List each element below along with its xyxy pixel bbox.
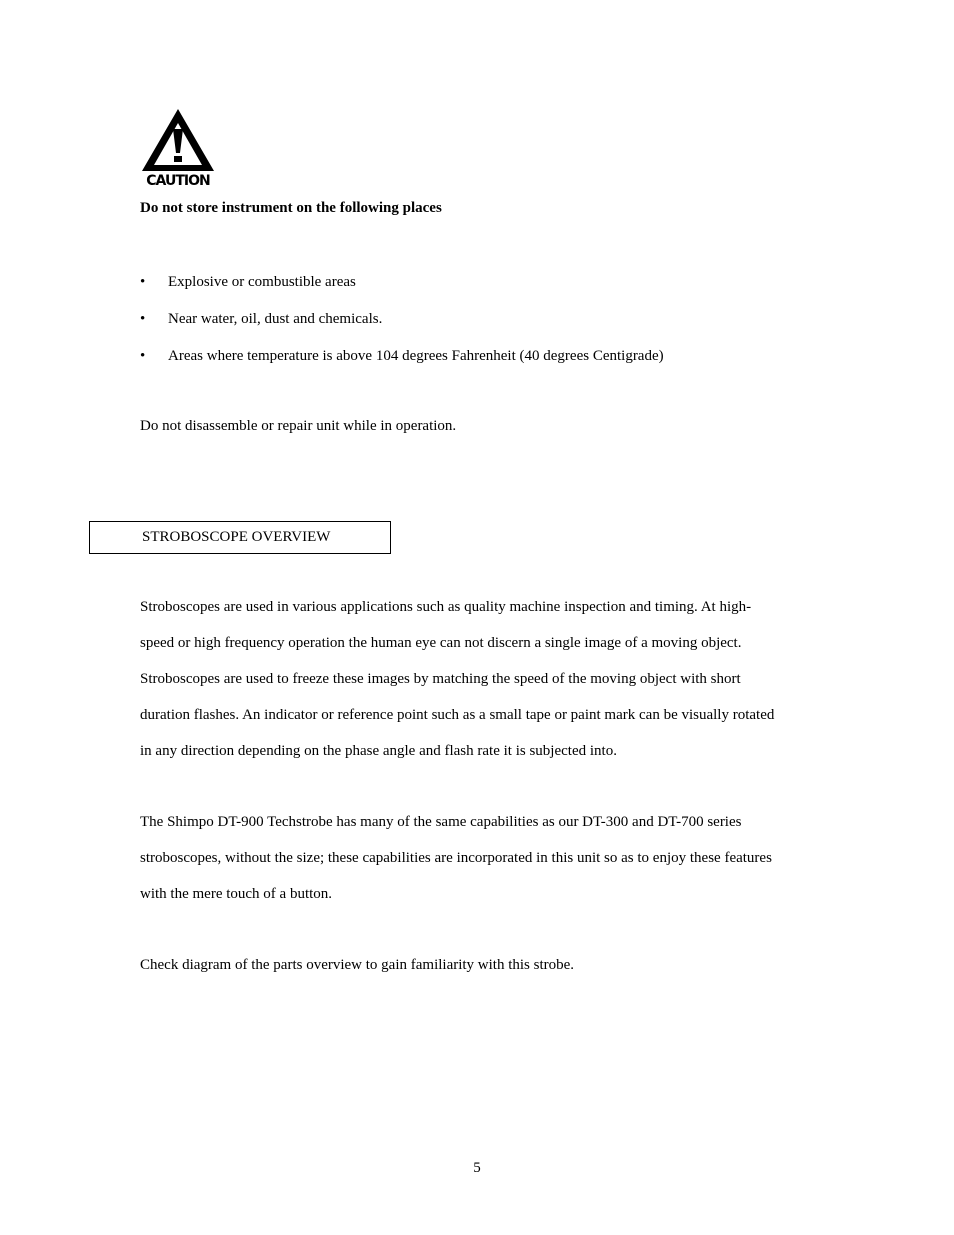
bullet: • [140, 274, 146, 290]
page-number: 5 [473, 1160, 481, 1176]
paragraph-line: Stroboscopes are used in various applications such as quality machine inspection and timing. At high- [140, 599, 752, 615]
section-title: STROBOSCOPE OVERVIEW [142, 529, 331, 545]
section-title-box [89, 521, 391, 554]
paragraph-line: The Shimpo DT-900 Techstrobe has many of the same capabilities as our DT-300 and DT-700 series [140, 814, 742, 830]
paragraph-line: in any direction depending on the phase angle and flash rate it is subjected into. [140, 743, 617, 759]
paragraph-line: Stroboscopes are used to freeze these images by matching the speed of the moving object with short [140, 671, 741, 687]
caution-warning-icon [140, 107, 216, 187]
paragraph-line: with the mere touch of a button. [140, 886, 333, 902]
paragraph-overview [140, 589, 820, 769]
caution-icon-label: CAUTION [146, 173, 210, 187]
paragraph-diagram-note [140, 947, 820, 983]
caution-heading: Do not store instrument on the following places [140, 200, 442, 216]
paragraph-line: Check diagram of the parts overview to gain familiarity with this strobe. [140, 957, 575, 973]
caution-note: Do not disassemble or repair unit while in operation. [140, 418, 457, 434]
paragraph-techstrobe [140, 804, 820, 912]
list-item-text: Explosive or combustible areas [168, 274, 356, 290]
bullet: • [140, 311, 146, 327]
list-item-text: Near water, oil, dust and chemicals. [168, 311, 383, 327]
list-item-text: Areas where temperature is above 104 degrees Fahrenheit (40 degrees Centigrade) [168, 348, 664, 364]
bullet: • [140, 348, 146, 364]
paragraph-line: speed or high frequency operation the human eye can not discern a single image of a moving object. [140, 635, 742, 651]
paragraph-line: duration flashes. An indicator or reference point such as a small tape or paint mark can be visually rotated [140, 707, 775, 723]
paragraph-line: stroboscopes, without the size; these capabilities are incorporated in this unit so as to enjoy these features [140, 850, 772, 866]
